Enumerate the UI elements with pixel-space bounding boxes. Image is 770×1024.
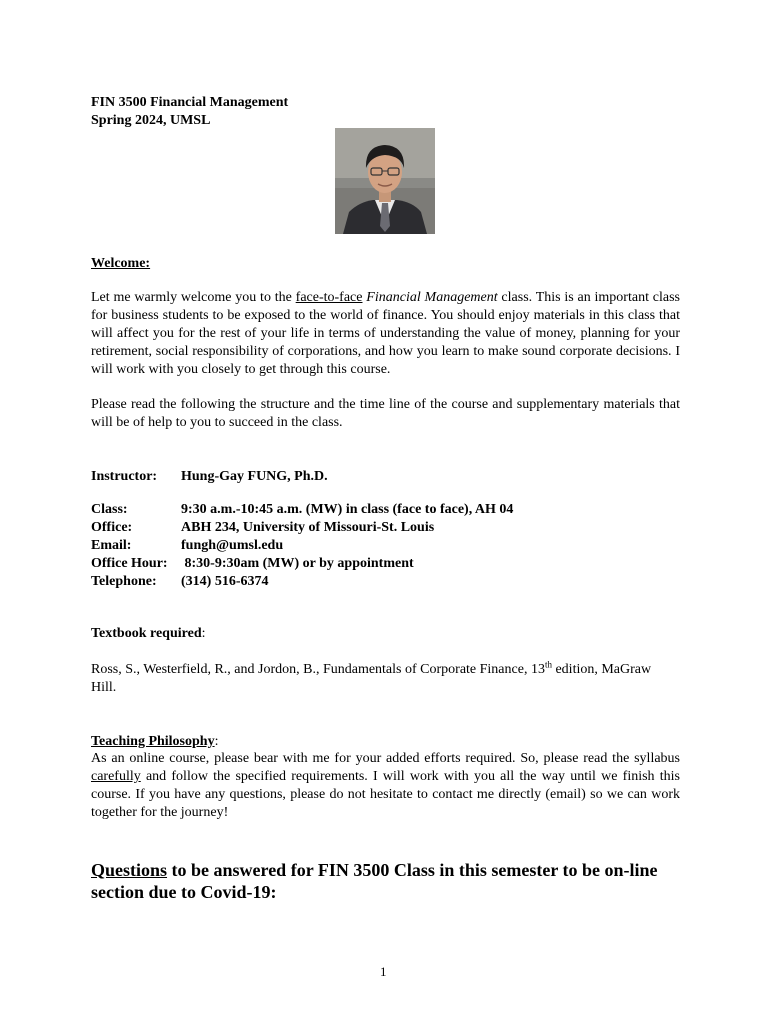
course-term: Spring 2024, UMSL: [91, 113, 211, 128]
citation-text-start: Ross, S., Westerfield, R., and Jordon, B., Fundamentals of Corporate Finance, 13: [91, 662, 545, 677]
philosophy-text-start: As an online course, please bear with me for your added efforts required. So, please read the syllabus: [91, 751, 680, 766]
questions-heading-rest: to be answered for FIN 3500 Class in this semester to be on-line section due to Covid-19:: [91, 860, 658, 902]
instructor-row: [91, 468, 328, 486]
telephone-label: Telephone:: [91, 574, 157, 589]
office-label: Office:: [91, 520, 133, 535]
email-label: Email:: [91, 538, 132, 553]
contact-details: [91, 501, 513, 591]
carefully-text: carefully: [91, 769, 141, 784]
textbook-citation: [91, 661, 661, 697]
philosophy-heading-text: Teaching Philosophy: [91, 734, 215, 749]
class-value: 9:30 a.m.-10:45 a.m. (MW) in class (face to face), AH 04: [181, 502, 514, 517]
face-to-face-text: face-to-face: [295, 290, 363, 305]
course-header: [91, 94, 288, 130]
course-name-italic: Financial Management: [366, 290, 498, 305]
welcome-text-start: Let me warmly welcome you to the: [91, 290, 296, 305]
office-value: ABH 234, University of Missouri-St. Louis: [181, 520, 435, 535]
instructor-name: Hung-Gay FUNG, Ph.D.: [181, 469, 328, 484]
questions-heading: [91, 859, 691, 903]
philosophy-heading-colon: :: [214, 734, 219, 749]
instructions-paragraph: Please read the following the structure and the time line of the course and supplementary materials that will be of help to you to succeed in the class.: [91, 397, 680, 430]
philosophy-heading: [91, 733, 218, 751]
edition-superscript: th: [544, 659, 552, 670]
class-label: Class:: [91, 502, 128, 517]
instructor-label: Instructor:: [91, 469, 158, 484]
detail-row-office: [91, 519, 513, 537]
textbook-heading: [91, 625, 206, 643]
detail-row-telephone: [91, 573, 513, 591]
detail-row-class: [91, 501, 513, 519]
detail-row-email: [91, 537, 513, 555]
welcome-heading: Welcome:: [91, 256, 151, 271]
questions-heading-underlined: Questions: [91, 860, 168, 880]
page-number: 1: [380, 964, 387, 979]
citation-text-end: edition, MaGraw Hill.: [91, 662, 652, 695]
detail-row-office-hour: [91, 555, 513, 573]
welcome-paragraph: [91, 289, 680, 379]
course-title: FIN 3500 Financial Management: [91, 95, 289, 110]
email-value[interactable]: fungh@umsl.edu: [181, 538, 284, 553]
welcome-text-end: class. This is an important class for business students to be exposed to the world of finance. You should enjoy materials in this class that will affect you for the rest of your life in terms of understanding the value of money, planning for your retirement, social responsibility of corporations, and how you learn to make sound corporate decisions. I will work with you closely to get through this course.: [91, 290, 680, 377]
philosophy-paragraph: [91, 750, 680, 822]
office-hour-value: 8:30-9:30am (MW) or by appointment: [181, 556, 414, 571]
instructor-photo: [335, 128, 435, 234]
textbook-heading-text: Textbook required: [91, 626, 202, 641]
office-hour-label: Office Hour:: [91, 556, 168, 571]
philosophy-text-end: and follow the specified requirements. I will work with you all the way until we finish this course. If you have any questions, please do not hesitate to contact me directly (email) so we can work together for the journey!: [91, 769, 680, 820]
textbook-heading-colon: :: [201, 626, 206, 641]
telephone-value: (314) 516-6374: [181, 574, 269, 589]
